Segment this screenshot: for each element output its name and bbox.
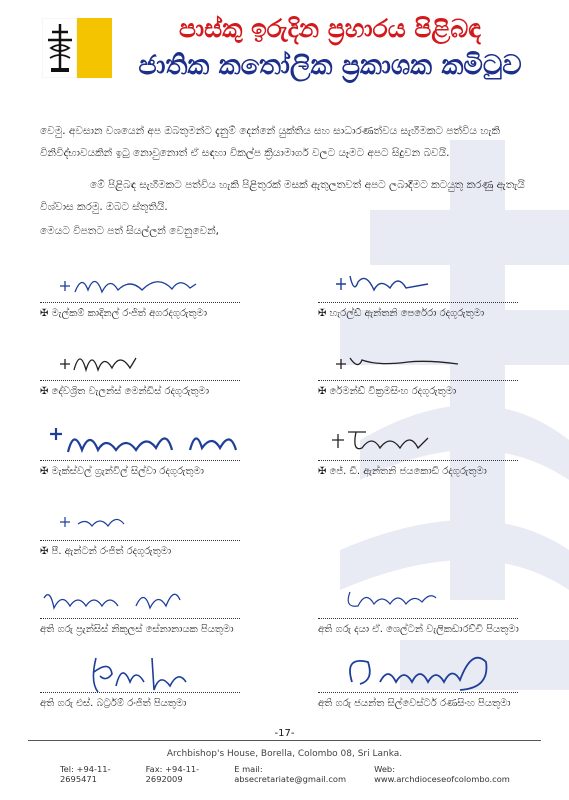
handwritten-signature-1: [40, 262, 270, 304]
handwritten-signature-7: [40, 500, 270, 542]
signatory-name: ✠ මැල්කම් කාදිනල් රංජිත් අගරදගුරුතුමා: [40, 308, 207, 319]
signature-block-5: [40, 420, 270, 480]
signature-line: [40, 618, 240, 619]
header-title-line2: ජාතික කතෝලික ප්‍රකාශක කමිටුව: [138, 50, 522, 81]
signature-line: [318, 380, 518, 381]
signature-block-4: [318, 340, 548, 400]
signatory-name: අති ගරු එස්. බර්ට්‍රම් රංජිත් පියතුමා: [40, 698, 187, 709]
signature-block-10: [40, 652, 270, 712]
signatory-name: අති ගරු දයා ඒ. ශෙල්ටන් වැලිකඩාරච්චි පියතුමා: [318, 624, 519, 635]
body-paragraph-1: වෙමු. අවසාන වශයෙන් අප ඔබතුමන්ට දැනුම් දෙන්නේ යුක්තිය සහ සාධාරණත්වය සැහීමකට පත්විය හැකි විනිවිද්භාවයකින් ඉටු නොවුනොත් ඒ සඳහා විකල්ප ක්‍රියාමාර්ග වලට යෑමට අපට සිදුවන බවයි.: [40, 125, 501, 159]
signature-block-2: [318, 262, 548, 322]
footer-contact-row: [60, 764, 530, 784]
signature-line: [318, 692, 518, 693]
footer-email[interactable]: E mail: absecretariate@gmail.com: [234, 764, 347, 784]
footer-fax: Fax: +94-11-2692009: [145, 764, 200, 784]
signature-block-3: [40, 340, 270, 400]
signature-line: [318, 302, 518, 303]
signature-block-9: [318, 578, 548, 638]
signatory-name: ✠ ජේ. ඩී. ඇන්තනි ජයකොඩි රදගුරුතුමා: [318, 466, 487, 477]
signature-block-11: [318, 652, 548, 712]
handwritten-signature-6: [318, 420, 548, 462]
handwritten-signature-9: [318, 578, 548, 620]
signature-line: [40, 302, 240, 303]
handwritten-signature-4: [318, 340, 548, 382]
signatory-name: ✠ හැරල්ඩ් ඇන්තනි පෙරේරා රදගුරුතුමා: [318, 308, 485, 319]
body-paragraph-3: මෙයට විපතට පත් සියල්ලන් වෙනුවෙන්,: [40, 225, 219, 237]
signatory-name: අති ගරු ප්‍රැන්සිස් නිකුලස් සේනානායක පියතුමා: [40, 624, 234, 635]
footer-divider: [28, 740, 541, 741]
signatory-name: ✠ පී. ඇන්ටන් රංජිත් රදගුරුතුමා: [40, 546, 172, 557]
signature-block-7: [40, 500, 270, 560]
signature-block-1: [40, 262, 270, 322]
footer-web[interactable]: Web: www.archdioceseofcolombo.com: [374, 764, 510, 784]
signature-line: [40, 692, 240, 693]
signatory-name: ✠ මැක්ස්වල් ග්‍රැන්විල් සිල්වා රදගුරුතුමා: [40, 466, 204, 477]
footer-address: Archbishop's House, Borella, Colombo 08, Sri Lanka.: [166, 749, 403, 759]
handwritten-signature-11: [318, 652, 548, 694]
signature-line: [318, 460, 518, 461]
handwritten-signature-8: [40, 578, 270, 620]
signature-block-6: [318, 420, 548, 480]
signature-line: [318, 618, 518, 619]
header-title-line1: පාස්කු ඉරුදින ප්‍රහාරය පිළිබඳ: [178, 14, 481, 43]
page-number: -17-: [274, 728, 295, 739]
signatory-name: අති ගරු ජයන්ත සිල්වෙස්ටර් රණසිංහ පියතුමා: [318, 698, 511, 709]
body-paragraph-2: මේ පිළිබඳ සැහීමකට පත්විය හැකි පිළිතුරක් මසක් ඇතුලතවත් අපට ලබාදීමට කටයුතු කරණු ඇතැයි විශ්වාස කරමු. ඔබට ස්තූතියි.: [40, 179, 525, 213]
signature-line: [40, 380, 240, 381]
signature-line: [40, 540, 240, 541]
handwritten-signature-5: [40, 420, 270, 462]
footer-tel: Tel: +94-11-2695471: [60, 764, 111, 784]
handwritten-signature-10: [40, 652, 270, 694]
papal-cross-logo-icon: [42, 18, 112, 78]
signatory-name: ✠ රේමන්ඩ් වික්‍රමසිංහ රදගුරුතුමා: [318, 386, 457, 397]
signature-line: [40, 460, 240, 461]
signature-block-8: [40, 578, 270, 638]
handwritten-signature-3: [40, 340, 270, 382]
handwritten-signature-2: [318, 262, 548, 304]
signatory-name: ✠ දේවශ්‍රිත වැලන්ස් මෙන්ඩිස් රදගුරුතුමා: [40, 386, 210, 397]
